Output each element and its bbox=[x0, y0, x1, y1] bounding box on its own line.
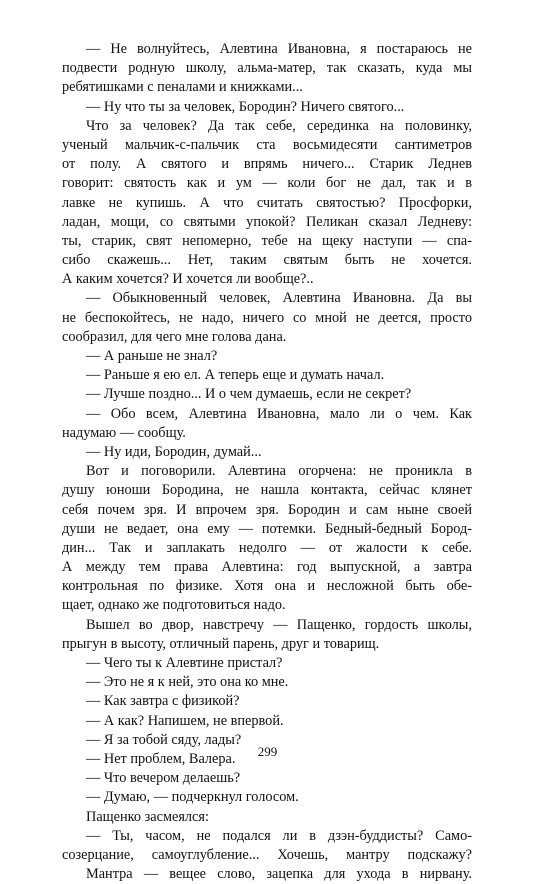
text-line: — Не волнуйтесь, Алевтина Ивановна, я постараюсь не bbox=[86, 41, 472, 57]
text-line: говорит: святость как и ум — коли бог не дал, так и в bbox=[62, 175, 472, 192]
text-line: созерцание, самоуглубление... Хочешь, мантру подскажу? bbox=[62, 846, 472, 863]
text-line: Пащенко засмеялся: bbox=[86, 808, 209, 825]
text-line: ученый мальчик-с-пальчик ста восьмидесяти сантиметров bbox=[62, 136, 472, 153]
text-line: ребятишками с пеналами и книжками... bbox=[62, 79, 303, 96]
text-line: А каким хочется? И хочется ли вообще?.. bbox=[62, 271, 314, 288]
text-line: — А как? Напишем, не впервой. bbox=[86, 712, 284, 729]
text-line: контрольная по физике. Хотя она и несложной быть обе- bbox=[62, 578, 472, 595]
text-line: — Это не я к ней, это она ко мне. bbox=[86, 674, 289, 691]
text-line: — Нет проблем, Валера. bbox=[86, 750, 236, 767]
page-number: 299 bbox=[257, 744, 278, 759]
text-line: сибо скажешь... Нет, таким святым быть не хочется. bbox=[62, 252, 472, 269]
text-line: — Чего ты к Алевтине пристал? bbox=[86, 655, 283, 671]
text-line: Мантра — вещее слово, зацепка для ухода в нирвану. bbox=[86, 866, 472, 883]
text-line: надумаю — сообщу. bbox=[62, 424, 186, 441]
text-line: — Лучше поздно... И о чем думаешь, если не секрет? bbox=[86, 386, 412, 403]
text-line: щает, однако же подготовиться надо. bbox=[62, 597, 286, 614]
text-line: ты, старик, свят непомерно, тебе на щеку наступи — спа- bbox=[62, 232, 472, 249]
text-line: А между тем права Алевтина: год выпускной, а завтра bbox=[62, 559, 472, 576]
text-line: дин... Так и заплакать недолго — от жалости к себе. bbox=[62, 539, 472, 556]
text-line: сообразил, для чего мне голова дана. bbox=[62, 328, 287, 345]
text-line: Вот и поговорили. Алевтина огорчена: не проникла в bbox=[86, 463, 472, 480]
text-line: Вышел во двор, навстречу — Пащенко, гордость школы, bbox=[86, 616, 472, 633]
text-line: прыгун в высоту, отличный парень, друг и товарищ. bbox=[62, 635, 380, 652]
text-line: от полу. А святого и впрямь ничего... Старик Леднев bbox=[62, 156, 472, 173]
text-line: — Как завтра с физикой? bbox=[86, 693, 240, 710]
text-line: лавке не купишь. А что считать святостью? Просфорки, bbox=[62, 194, 472, 211]
text-line: — Обо всем, Алевтина Ивановна, мало ли о чем. Как bbox=[86, 405, 472, 422]
text-line: — Ну иди, Бородин, думай... bbox=[86, 443, 262, 460]
text-line: — А раньше не знал? bbox=[86, 348, 218, 364]
text-line: не беспокойтесь, не надо, ничего со мной не деется, просто bbox=[62, 309, 472, 326]
text-line: подвести родную школу, альма-матер, так сказать, куда мы bbox=[62, 60, 472, 77]
text-line: души не ведает, она ему — потемки. Бедный-бедный Бород- bbox=[62, 520, 472, 537]
text-line: Что за человек? Да так себе, серединка на половинку, bbox=[86, 117, 472, 134]
text-line: себя почем зря. И впрочем зря. Бородин и сам ныне своей bbox=[62, 501, 472, 518]
text-line: — Думаю, — подчеркнул голосом. bbox=[86, 789, 299, 806]
text-line: душу юноши Бородина, не нашла контакта, сейчас клянет bbox=[62, 482, 472, 499]
text-line: — Я за тобой сяду, лады? bbox=[86, 731, 242, 748]
text-line: ладан, мощи, со святыми упокой? Пеликан сказал Ледневу: bbox=[62, 213, 472, 230]
text-line: — Ты, часом, не подался ли в дзэн-буддисты? Само- bbox=[86, 827, 472, 844]
text-line: — Раньше я ею ел. А теперь еще и думать начал. bbox=[86, 367, 385, 384]
text-line: — Ну что ты за человек, Бородин? Ничего святого... bbox=[86, 98, 405, 115]
text-line: — Что вечером делаешь? bbox=[86, 770, 241, 787]
text-line: — Обыкновенный человек, Алевтина Ивановна. Да вы bbox=[86, 290, 472, 307]
